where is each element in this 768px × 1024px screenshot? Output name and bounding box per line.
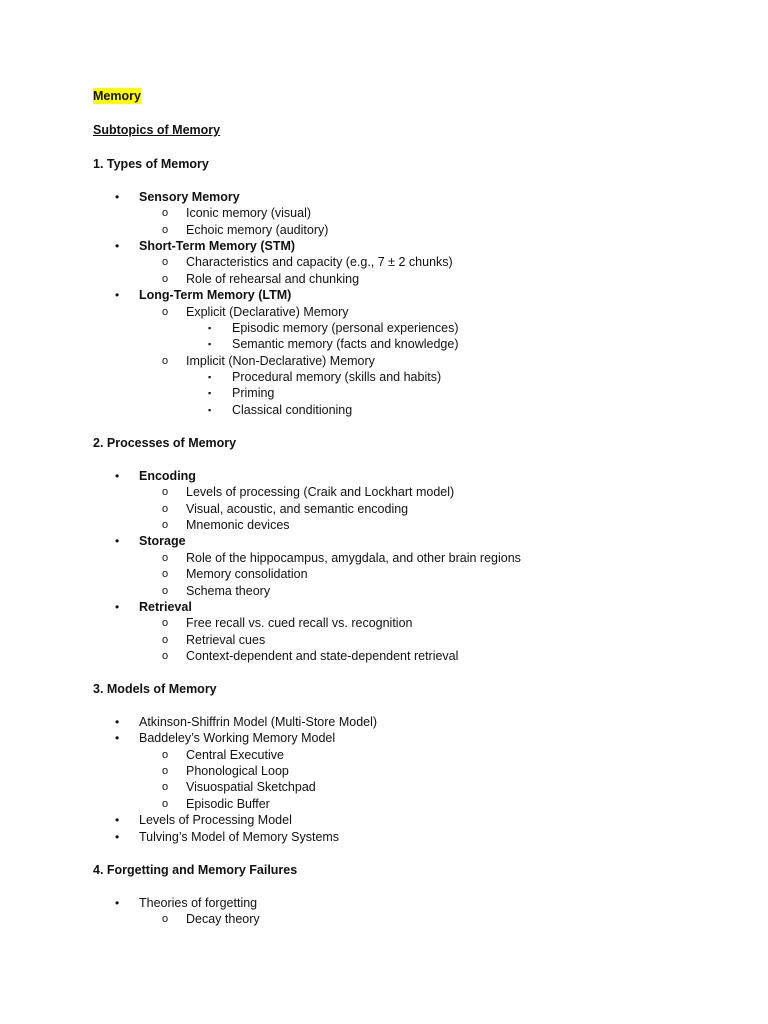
circle-marker: o (162, 649, 169, 662)
circle-marker: o (162, 354, 169, 367)
outline-item-level-1: Retrieval (139, 599, 192, 614)
outline-item-level-2: Free recall vs. cued recall vs. recognition (186, 616, 413, 631)
circle-marker: o (162, 797, 169, 810)
outline-item-level-1: Levels of Processing Model (139, 813, 292, 828)
circle-marker: o (162, 207, 169, 220)
bullet-marker: • (115, 731, 120, 746)
bullet-marker: • (115, 829, 120, 844)
bullet-marker: • (115, 534, 120, 549)
bullet-marker: • (115, 715, 120, 729)
outline-item-level-2: Context-dependent and state-dependent retrieval (186, 648, 459, 663)
circle-marker: o (162, 568, 169, 581)
bullet-marker: • (115, 896, 120, 910)
bullet-marker: • (115, 288, 120, 303)
outline-item-level-2: Visual, acoustic, and semantic encoding (186, 501, 409, 516)
outline-item-level-3: Semantic memory (facts and knowledge) (232, 337, 459, 352)
outline-item-level-2: Echoic memory (auditory) (186, 222, 329, 237)
outline-item-level-2: Decay theory (186, 912, 260, 927)
circle-marker: o (162, 256, 169, 269)
square-marker: ▪ (208, 388, 212, 399)
outline-item-level-3: Episodic memory (personal experiences) (232, 320, 459, 335)
outline-item-level-2: Mnemonic devices (186, 518, 290, 533)
outline-item-level-1: Sensory Memory (139, 190, 240, 204)
bullet-marker: • (115, 190, 120, 204)
square-marker: ▪ (208, 339, 212, 350)
circle-marker: o (162, 765, 169, 778)
document-title: Memory (93, 89, 141, 103)
outline-item-level-1: Baddeley’s Working Memory Model (139, 731, 336, 746)
section-heading: 2. Processes of Memory (93, 436, 237, 450)
outline-item-level-2: Retrieval cues (186, 632, 266, 647)
square-marker: ▪ (208, 322, 212, 333)
outline-item-level-2: Schema theory (186, 583, 271, 598)
circle-marker: o (162, 223, 169, 236)
circle-marker: o (162, 486, 169, 499)
outline-item-level-1: Theories of forgetting (139, 896, 258, 910)
outline-item-level-3: Classical conditioning (232, 402, 353, 417)
circle-marker: o (162, 551, 169, 564)
section-heading: 1. Types of Memory (93, 157, 209, 171)
outline-item-level-2: Central Executive (186, 747, 284, 762)
outline-item-level-3: Priming (232, 386, 275, 401)
document-subtitle: Subtopics of Memory (93, 123, 221, 137)
outline-item-level-2: Explicit (Declarative) Memory (186, 304, 349, 319)
outline-item-level-2: Implicit (Non-Declarative) Memory (186, 353, 375, 368)
outline-item-level-2: Iconic memory (visual) (186, 206, 312, 221)
outline-item-level-2: Levels of processing (Craik and Lockhart model) (186, 485, 455, 500)
circle-marker: o (162, 305, 169, 318)
circle-marker: o (162, 584, 169, 597)
circle-marker: o (162, 781, 169, 794)
circle-marker: o (162, 272, 169, 285)
outline-item-level-2: Characteristics and capacity (e.g., 7 ± 2 chunks) (186, 255, 453, 270)
section-heading: 4. Forgetting and Memory Failures (93, 863, 298, 877)
circle-marker: o (162, 748, 169, 761)
outline-item-level-2: Role of rehearsal and chunking (186, 271, 360, 286)
circle-marker: o (162, 633, 169, 646)
outline-item-level-1: Short-Term Memory (STM) (139, 239, 296, 253)
bullet-marker: • (115, 599, 120, 614)
outline-item-level-3: Procedural memory (skills and habits) (232, 369, 442, 384)
outline-item-level-1: Encoding (139, 469, 196, 483)
outline-item-level-2: Phonological Loop (186, 764, 289, 779)
outline-item-level-1: Long-Term Memory (LTM) (139, 288, 292, 303)
square-marker: ▪ (208, 404, 212, 415)
section-heading: 3. Models of Memory (93, 682, 217, 696)
circle-marker: o (162, 502, 169, 515)
bullet-marker: • (115, 813, 120, 828)
circle-marker: o (162, 519, 169, 532)
outline-item-level-1: Storage (139, 534, 186, 549)
outline-item-level-2: Memory consolidation (186, 567, 308, 582)
outline-item-level-1: Tulving’s Model of Memory Systems (139, 829, 340, 844)
outline-item-level-2: Episodic Buffer (186, 796, 270, 811)
bullet-marker: • (115, 239, 120, 253)
circle-marker: o (162, 617, 169, 630)
outline-item-level-2: Role of the hippocampus, amygdala, and other brain regions (186, 550, 521, 565)
outline-item-level-1: Atkinson-Shiffrin Model (Multi-Store Model) (139, 715, 378, 729)
outline-item-level-2: Visuospatial Sketchpad (186, 780, 316, 795)
circle-marker: o (162, 913, 169, 926)
bullet-marker: • (115, 469, 120, 483)
square-marker: ▪ (208, 371, 212, 382)
